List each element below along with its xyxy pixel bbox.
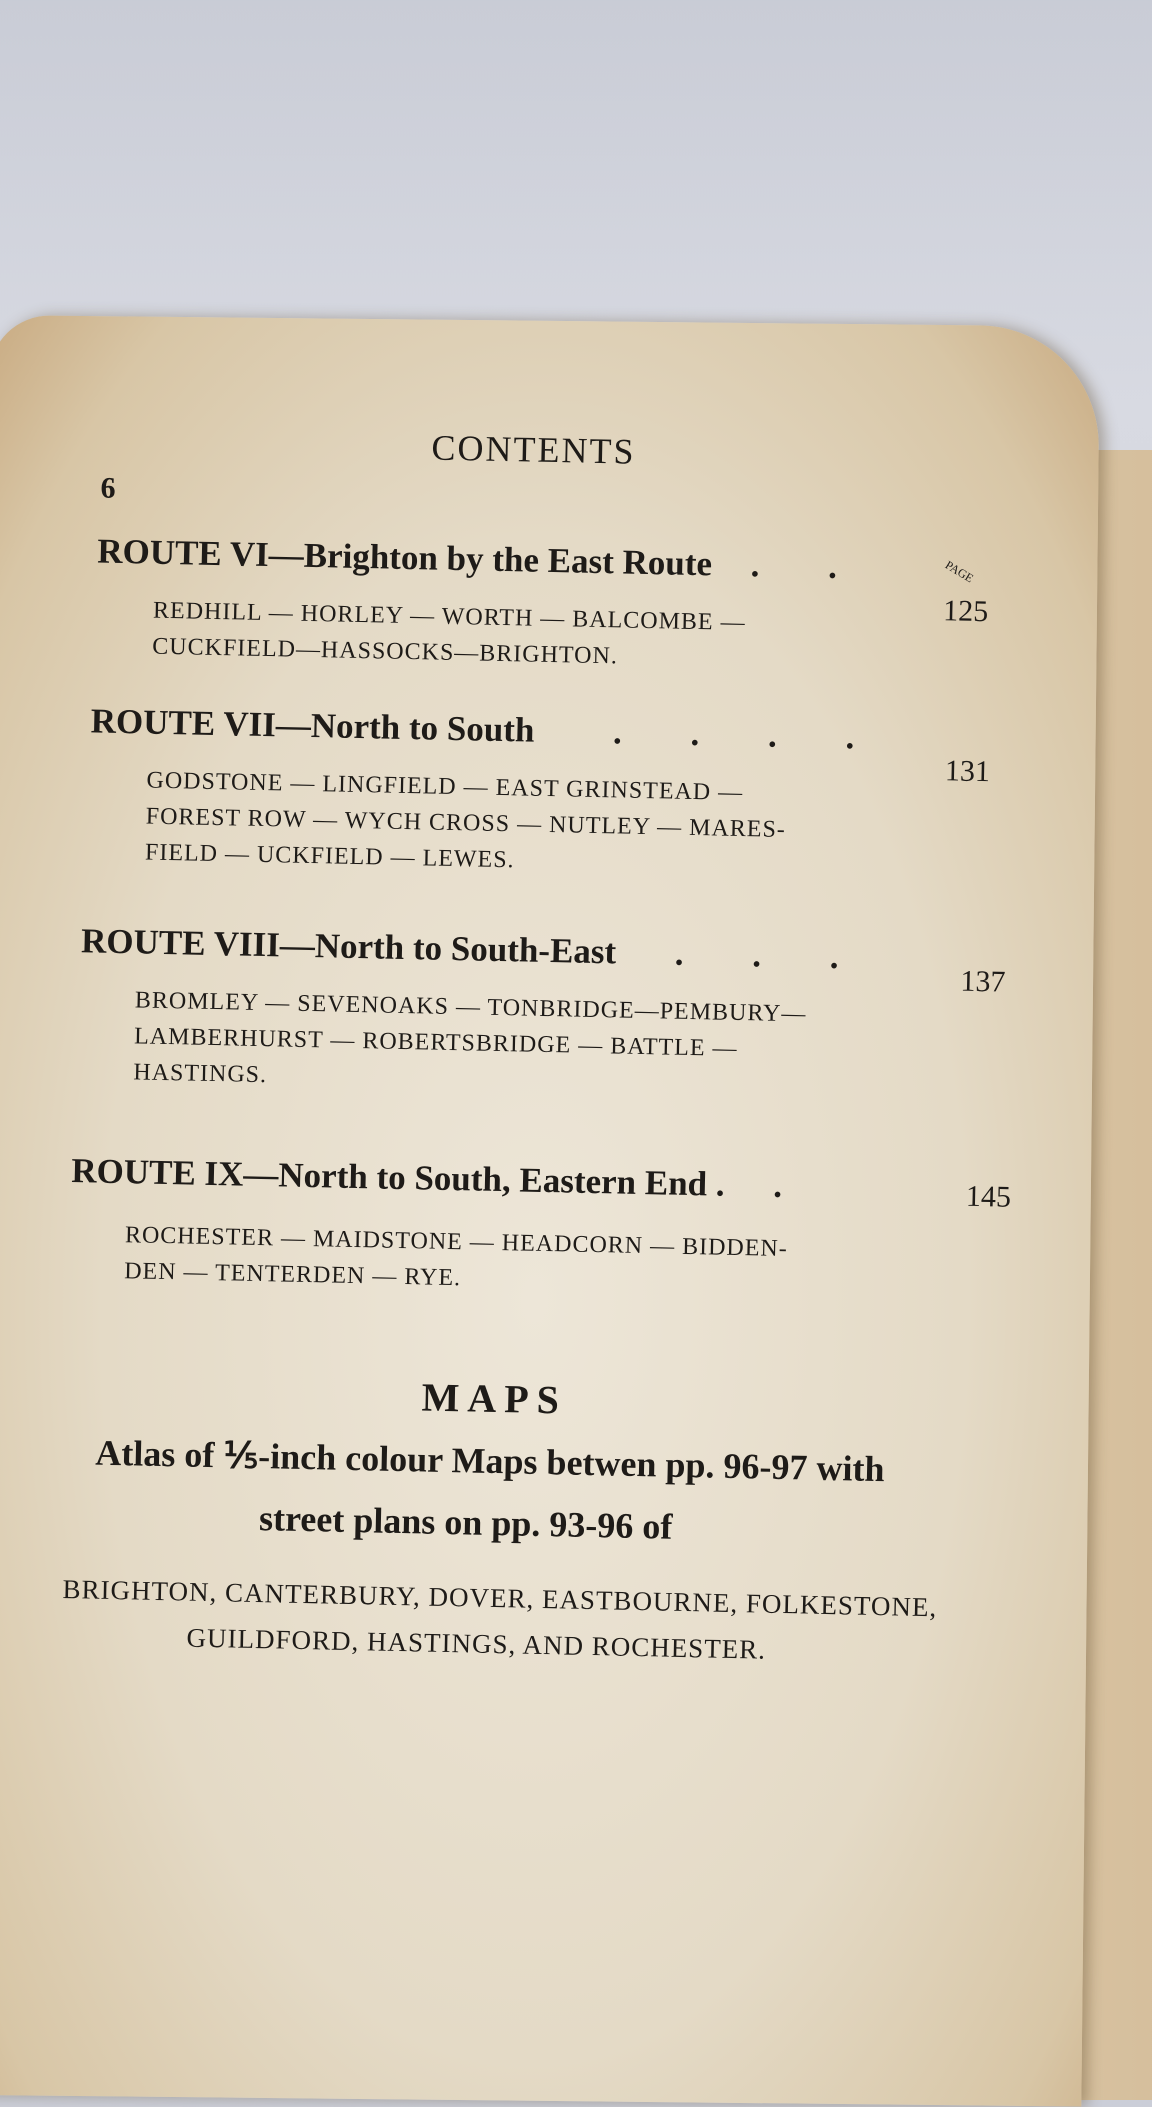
maps-heading: MAPS <box>421 1374 568 1423</box>
maps-line-2: street plans on pp. 93-96 of <box>258 1498 673 1547</box>
places-line: CUCKFIELD—HASSOCKS—BRIGHTON. <box>152 633 619 670</box>
route-ix-page: 145 <box>965 1179 1012 1214</box>
leader-dots: . <box>772 1165 813 1206</box>
page-column-label: PAGE <box>942 557 976 586</box>
route-vi-page: 125 <box>942 594 989 629</box>
leader-dots: . . <box>750 545 868 587</box>
leader-dots: . . . . <box>612 712 885 757</box>
route-vi-places <box>152 593 746 677</box>
route-ix-places <box>124 1217 788 1303</box>
route-title: ROUTE IX—North to South, Eastern End . <box>70 1151 726 1204</box>
route-ix-title <box>71 1151 813 1207</box>
places-line: LAMBERHURST — ROBERTSBRIDGE — BATTLE — <box>133 1023 738 1062</box>
places-line: REDHILL — HORLEY — WORTH — BALCOMBE — <box>152 597 746 637</box>
route-viii-page: 137 <box>960 964 1006 999</box>
places-line: FIELD — UCKFIELD — LEWES. <box>144 839 515 874</box>
towns-line: GUILDFORD, HASTINGS, AND ROCHESTER. <box>186 1622 767 1665</box>
route-vii-title <box>90 701 884 758</box>
places-line: FOREST ROW — WYCH CROSS — NUTLEY — MARES- <box>145 803 787 843</box>
places-line: DEN — TENTERDEN — RYE. <box>123 1258 462 1292</box>
route-vii-places <box>145 763 787 884</box>
route-vi-title <box>97 531 868 587</box>
route-title: ROUTE VII—North to South <box>90 701 535 750</box>
maps-towns <box>61 1566 938 1676</box>
places-line: BROMLEY — SEVENOAKS — TONBRIDGE—PEMBURY— <box>134 987 807 1028</box>
places-line: GODSTONE — LINGFIELD — EAST GRINSTEAD — <box>146 767 744 807</box>
route-viii-places <box>133 982 807 1104</box>
route-title: ROUTE VI—Brighton by the East Route <box>96 531 713 584</box>
route-vii-page: 131 <box>944 754 991 789</box>
places-line: HASTINGS. <box>133 1059 268 1089</box>
page-number: 6 <box>100 471 116 505</box>
places-line: ROCHESTER — MAIDSTONE — HEADCORN — BIDDEN- <box>124 1222 789 1263</box>
towns-line: BRIGHTON, CANTERBURY, DOVER, EASTBOURNE, FOLKESTONE, <box>62 1573 938 1623</box>
route-title: ROUTE VIII—North to South-East <box>80 921 617 972</box>
leader-dots: . . . <box>674 933 870 977</box>
maps-line-1: Atlas of ⅕-inch colour Maps betwen pp. 96-97 with <box>95 1432 885 1490</box>
route-viii-title <box>81 921 869 977</box>
page-heading: CONTENTS <box>431 427 636 472</box>
